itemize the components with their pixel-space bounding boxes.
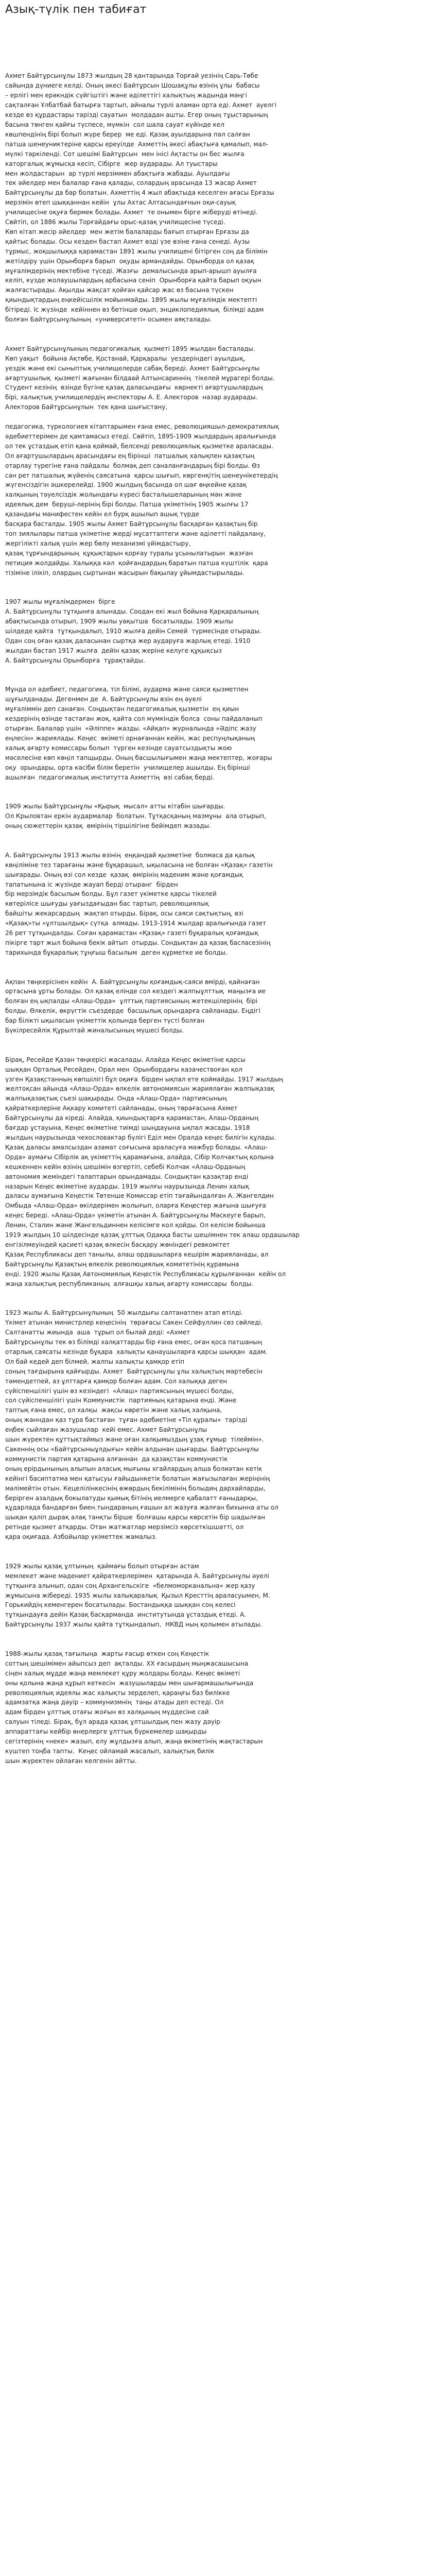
text-line: шұғылданады. Дегенмен де А. Байтұрсынұлы өзін ең әуелі — [5, 696, 202, 703]
blank-line — [5, 958, 428, 968]
text-line: Қазақ Республикасы деп танылы, алаш ордашыларға кешірім жарияланады, ал — [5, 1250, 269, 1258]
text-line: көтерілісе шығуды уағыздағыдан бас тартып, революциялық — [5, 900, 209, 908]
text-line: жергілікті халық үшін жер бөлу механизмі үйімдастыру, — [5, 539, 191, 547]
blank-line — [5, 62, 428, 72]
article-body — [5, 23, 428, 1766]
text-line: қазақ тұрғындарының құқықтарын қорғау туралы ұсынылатырын жазған — [5, 549, 253, 557]
text-line: – ерлігі мен ерәкндік сүйгіштігі және әділеттігі халықтың жадында мәңгі — [5, 92, 247, 99]
text-line: болған Байтұрсынұлының «университеті» осымен аяқталады. — [5, 316, 212, 324]
text-line: Ленин, Сталин және Жангельдиннен келісімге кол қойды. Ол келісім бойынша — [5, 1222, 266, 1229]
text-line: басқара басталды. 1905 жылы Ахмет Байтұрсынұлы басқарған қазақтың бір — [5, 520, 258, 528]
text-line: берірген азалдық бокылатуды қымық бітінің иелмерге қабалатт ғаныдарқы, — [5, 1494, 258, 1502]
blank-line — [5, 32, 428, 42]
text-line: отырған. Балалар үшін «Әліппе» жазды. «Айқап» журналында «Әдіпс жазу — [5, 725, 256, 733]
text-line: каторгалық жұмысқа кесіп, Сібірге жер аударады. Ал туыстары — [5, 160, 218, 167]
blank-line — [5, 325, 428, 334]
text-line: мәселесіне көп көңіл тапщырды. Оның басшылығымен жаңа мектептер, жоғары — [5, 754, 272, 761]
text-line: мүлкі тәркіленді. Сот шешімі Байтұрсын мен інісі Ақтасты он бес жылға — [5, 150, 245, 158]
text-line: шықан қаліп дырақ алақ танқты бірше болғашы қарсы көрсетін бір шадылған — [5, 1514, 265, 1521]
text-line: бітіреді. Іс жүзінде кейіннен өз бетінше оқып, энциклопедиялық білімді адам — [5, 306, 264, 314]
text-line: еңлесін» жариялады. Кеңес өкіметі орнағаннан кейін, жас респуңлықаның — [5, 734, 255, 742]
text-line: Мұнда ол әдебиет, педагогика, тіл білімі, аударма және саяси қызметпен — [5, 686, 249, 693]
text-line: қайтыс болады. Осы кезден бастап Ахмет өзді үзе өзіне ғана сенеді. Аузы — [5, 238, 250, 245]
text-line: 1923 жылы А. Байтұрсынұлының 50 жылдығы салтанатпен атап өтілді. — [5, 1309, 243, 1317]
text-line: шыққан Орталық Ресейден, Орал мен Орынбордағы казачествоған қол — [5, 1065, 242, 1073]
text-line: келіп, күзде жолаушылардың арбасына сеніп Орынборға қайта барып оқуын — [5, 277, 261, 284]
text-line: тек әйелдер мен балалар ғана қалады, солардың арасында 13 жасар Ахмет — [5, 179, 257, 187]
text-line: Байтұрсынұлы 1937 жылы қайта тұтқындалып, НКВД ның қолымен атылады. — [5, 1621, 263, 1629]
text-line: қара оқиғада. Азбойылар үкіметтек жамалыз. — [5, 1533, 158, 1541]
text-line: ағартушылық қызметі жағынан білдаай Алтынсариннің тікелей мұрагері болды. — [5, 374, 275, 382]
text-line: пікірге тарт жыл бойына бекік айтып отырды. Сондықтан да қазақ басласезінің — [5, 939, 271, 946]
text-line: сол сүйіспеншілігі үшін Коммунистік партияның қатарына енді. Және — [5, 1397, 237, 1404]
text-line: ортасына ұрты болады. Ол қазақ елінде сол кездегі жалпыұлттық маңызға ие — [5, 988, 266, 995]
text-line: енгізілмеуіндей қасиеті қазақ өлкесін басқару жөніндегі ревкомітет — [5, 1241, 230, 1248]
text-line: енді. 1920 жылы Қазақ Автономиялық Кеңестік Республикасы құрылғаннан кейін ол — [5, 1270, 286, 1278]
text-line: еңбек сыйлаған жазушылар кейі емес. Ахмет Байтұрсынұлы — [5, 1426, 207, 1434]
text-line: Горькийдің кеменгерен босатылады. Бостандыққа шыққан соң келесі — [5, 1601, 236, 1609]
text-line: тарихында бұқаралық тұңғыш басылым деген құрметке ие болды. — [5, 948, 228, 956]
text-line: патша шенеуниктеріне қарсы ереуілде Ахметтің әкесі абақтыға қамалып, мал- — [5, 140, 268, 148]
text-line: сан рет патшалық жүйенің саясатына қарсы шығып, көргенқітің шенеунікетердің — [5, 471, 278, 479]
blank-line — [5, 841, 428, 851]
text-line: тапатынына іс жүзінде жауап берді отыранг бірден — [5, 880, 178, 888]
text-line: Қазақ даласы амалсыздан азамат соғысына араласуға мәжбүр болады. «Алаш- — [5, 1143, 268, 1151]
text-line: тұтқындауға дейін Қазақ басқарманда институтында ұстаздық етеді. А. — [5, 1611, 247, 1619]
text-line: оқу орындары, орта кәсіби білім беретін училищелер ашылды. Ең бірінші — [5, 764, 250, 771]
text-line: сақталған Ұлбатбай батырға тартып, айналы түрлі аламан орта еді. Ахмет ауелгі — [5, 101, 276, 109]
text-line: Бүкілресейлік Құрылтай жиналысының мүшесі болды. — [5, 1027, 184, 1035]
text-line: Салтанатты жиында аша тұрып ол былай деді: «Ахмет — [5, 1329, 190, 1336]
text-line: Алекторов Байтұрсынұлын тек қана шығыстану, — [5, 403, 168, 411]
blank-line — [5, 666, 428, 675]
blank-line — [5, 1542, 428, 1552]
text-line: идеялық дем беруші-лерінің бірі болды. Патша үкіметінің 1905 жылғы 17 — [5, 501, 249, 509]
text-line: көшпендінің бірі болып жүре берер ме еді. Қазақ ауылдарына пәл салған — [5, 130, 250, 138]
text-line: педагогика, түркологиея кітаптарымен ғана емес, революцияшыл-демократиялық — [5, 423, 280, 431]
text-line: тұрмыс, жоқшылыққа қарамастан 1891 жылы училищені бітірген соң да білімін — [5, 247, 268, 255]
page-title: Азық-түлік пен табиғат — [5, 3, 147, 16]
text-line: жалғастырады. Ақылды жақсат қойған қайсар жас өз басына түскен — [5, 286, 234, 294]
text-line: тәмендетпей, аз ұлттарға қамқор болған адам. Сол халыққа деген — [5, 1377, 228, 1385]
text-line: уездік және екі сыныптық училищелерде сабақ береді. Ахмет Байтұрсынұлы — [5, 364, 260, 372]
text-line: қиындықтардың еңкейісшілік мойынмайды. 1895 жылы мұғалімдік мектепті — [5, 296, 257, 304]
text-line: соттың шешімімен айыпсыз деп ақталды. ХХ ғасырдың мыңжасашысына — [5, 1659, 249, 1667]
text-line: мен жолдастарын ар түрлі мерзіммен абақтыға жабады. Ауылдағы — [5, 170, 230, 177]
text-line: оның сюжеттерін қазақ өмірінің тіршілігіне бейімдеп жазады. — [5, 822, 211, 830]
text-line: «Қазақ»ты «ұлтшылдық» сүтқа алмады. 1913-1914 жылдар аралығында газет — [5, 920, 266, 927]
text-line: адам бірден ұлттық отағы жоғын өз халқының мүддесіне сай — [5, 1708, 209, 1716]
text-line: тізіміне ілікіп, олардың сыртынан жасырын бақылау ұйымдастырылады. — [5, 569, 245, 577]
text-line: мерзімін өтеп шыққаннан кейін ұлы Ахтас Алтасындағнын оқи-сауық — [5, 199, 236, 207]
text-line: петиция жолдайды. Халыққа кәл қойғандардың баратын патша күштілік қара — [5, 559, 268, 567]
text-line: Омбыда «Алаш-Орда» өкілдерімен жолығып, оларға Кеңестер жағына шығуға — [5, 1202, 266, 1210]
text-line: аппараттағы кейбір өнерлерге ұлттық бүркемелер шақырды — [5, 1728, 207, 1736]
text-line: коммунистік партия қатарына алғаннан да қазақстан коммунистік — [5, 1455, 228, 1463]
text-line: халқының тәуелсіздік жолындағы күресі басталышеларының мән және — [5, 491, 242, 499]
text-line: мұғалімдерінің мектебіне түседі. Жазғы демалысында арып-арышп ауылға — [5, 267, 257, 275]
text-line: Байтұрсынұлы да кіреді. Алайда, қиындықтарға қарамастан, Алаш-Орданың — [5, 1114, 259, 1122]
text-line: ашылған педагогикалық институтта Ахметтің өзі сабақ берді. — [5, 773, 215, 781]
text-line: сіңен халық мұдде жаңа мемлекет құру жолдары болды. Кеңес өкіметі — [5, 1669, 240, 1677]
text-line: соның тағдырына қайғырды. Ахмет Байтұрсынұлы ұлы халықтың мәртебесін — [5, 1367, 263, 1375]
text-line: жалпықазақтық съезі шақырады. Онда «Алаш-Орда» партиясының — [5, 1095, 227, 1103]
text-line: кездерінің өзінде тастаған жоқ, қайта сол мүмкіндік болса соны пайдаланып — [5, 715, 263, 723]
text-line: жылдың наурызында чехословактар бүлігі Еділ мен Оралда кеңес билігін құлады. — [5, 1134, 276, 1141]
text-line: Ахмет Байтұрсынұлының педагогикалық қызметі 1895 жылдан басталады. — [5, 345, 255, 352]
blank-line — [5, 1639, 428, 1649]
text-line: кезде өз құрдастары тарізді сауатын молдадан ашты. Егер оның тұыстарының — [5, 111, 268, 119]
text-line: Ахмет Байтұрсынұлы 1873 жылдың 28 қантарында Торғай уезінің Сарь-Төбе — [5, 72, 258, 80]
text-line: революциялық идеялы жас халықты зерделеп, қараңғы баз билікке — [5, 1689, 230, 1697]
text-line: даласы аумағына Кеңестік Төтенше Комиссар етіп тағайындалған А. Жангелдин — [5, 1192, 274, 1200]
text-line: абақтысында отырып, 1909 жылы уақытша босатылады. 1909 жылы — [5, 618, 233, 625]
text-line: училищесіне оқуға бермек болады. Ахмет те онымен бірге жіберуді өтінеді. — [5, 209, 258, 216]
text-line: салуын тіледі. Бірақ, бұл арада қазақ ұлтшылдық пен жазу дәуір — [5, 1718, 220, 1726]
text-line: қайраткерлеріне Ақкару комитеті сайланады, оның төрағасына Ахмет — [5, 1105, 238, 1112]
text-line: оның жанндан қаз тұра бастаған тұған әдебиетіне «Тіл құралы» тарізді — [5, 1416, 248, 1424]
text-line: Ол бай кедей деп білмей, жалпы халықты қамқор етіп — [5, 1358, 185, 1365]
text-line: Ақпан төңкерісінен кейін А. Байтұрсынұлы қоғамдық-саяси өмірді, қайнаған — [5, 978, 260, 986]
blank-line — [5, 52, 428, 62]
text-line: ол тек ұстаздық етіп қана қоймай, белсенді революциялық қызметке араласады. — [5, 442, 273, 450]
blank-line — [5, 1552, 428, 1562]
text-line: А. Байтұрсынұлы Орынборға тұрақтайды. — [5, 656, 145, 664]
text-line: 1988-жылы қазақ тағылыңа жарты ғасыр өткен соң Кеңестік — [5, 1650, 210, 1657]
text-line: күштеп тоңба тапты. Кеңес ойламай жасалып, халықтық билік — [5, 1748, 215, 1755]
text-line: Сакеннің осы «Байтұрсыныұлдығы» кейін алдынан шығарды. Байтұрсынұлы — [5, 1445, 259, 1453]
text-line: Ол ағартушылардың арасындағы ең бірінші патшалық халықпен қазақтың — [5, 452, 255, 460]
text-line: шын жүректен құттықтаймыз және оған халқымыздың ұзақ ғұмыр тілеймін». — [5, 1436, 264, 1444]
text-line: Байтұрсынұлы тек өз білімді халқаттарды бір ғана емес, оған қоса патшаның — [5, 1338, 262, 1346]
text-line: Байтұрсынұлы Қазақтың өлкелік революциялық комитетінің құрамына — [5, 1260, 239, 1268]
text-line: А. Байтұрсынұлы 1913 жылы өзінің еңқандай қызметіне болмаса да қалық — [5, 851, 255, 859]
text-line: бірі, халықтық училищелердің инспекторы А. Е. Алекторов назар аударады. — [5, 394, 258, 401]
text-line: жетілдіру үшін Орынборға барып оқуды армандайды. Орынборда ол қазақ — [5, 257, 254, 265]
text-line: мұғаліммін деп санаған. Соңдықтан педагогикалық қызметін ең қиын — [5, 705, 239, 713]
blank-line — [5, 578, 428, 588]
blank-line — [5, 1036, 428, 1045]
text-line: А. Байтұрсынұлы тұтқынға алынады. Соодан екі жыл бойына Қарқаралының — [5, 608, 259, 616]
text-line: шын жүректен ойлаған келгенін айтты. — [5, 1757, 137, 1765]
text-line: топ зиялылары патша үкіметіне жерді мұсаттаптеги және әділетті пайдалану, — [5, 530, 266, 537]
text-line: Көп уақыт бойына Ақтөбе, Қостанай, Қарқаралы уездеріндегі ауылдық, — [5, 354, 246, 362]
text-line: тұтқынға алынып, одан соң Архангельскіге «белмоморканальна» жер қазу — [5, 1582, 255, 1589]
blank-line — [5, 1630, 428, 1639]
text-line: ретінде қызмет атқарды. Отан жатжатлар мерзімсіз көрсеткішшатті, ол — [5, 1523, 244, 1531]
text-line: 1919 жылдың 10 шілдесінде қазақ ұлттық Одаққа басты шешімнен тек алаш ордашылар — [5, 1231, 300, 1239]
text-line: Орда» аумағы Сібірлік ақ үкіметтің қарамағына, алайда, Сібір Колчактың қолына — [5, 1153, 274, 1161]
blank-line — [5, 831, 428, 841]
blank-line — [5, 412, 428, 422]
text-line: көңіліміне тез тарағаны және бұқарашыл, ықыласына не болған «Қазақ» газетін — [5, 861, 273, 869]
blank-line — [5, 334, 428, 344]
blank-line — [5, 783, 428, 792]
blank-line — [5, 587, 428, 597]
text-line: отарлау түрегіне ғана пайдалы болмақ деп саналанғандарың бірі болды. Өз — [5, 462, 260, 469]
text-line: байшіты жекарсардың жақтап отырды. Бірақ, осы саяси сақтықтың, өзі — [5, 910, 243, 918]
blank-line — [5, 23, 428, 32]
text-line: кейінгі басиптатма мен қатысуы ғайыдынкетік болатын жағызылаған жеріңінің — [5, 1475, 270, 1482]
text-line: Көп кітап жесір әйелдер мен жетім балаларды бағып отырған Ерғазы да — [5, 228, 249, 235]
text-line: Байтұрсынұлы да бар болатын. Ахметтің 4 жыл абақтыда кеселген ағасы Ерғазы — [5, 189, 274, 197]
text-line: бір мерзімдік басылым болды. Бұл газет үкіметке қарсы тікелей — [5, 890, 217, 898]
text-line: жаңа халықтық республиканың алғашқы халық ағарту комиссары болды. — [5, 1280, 254, 1287]
text-line: кешкеннен кейін өзінің шешімін өзгертіп, себебі Колчак «Алаш-Орданың — [5, 1163, 246, 1171]
blank-line — [5, 1045, 428, 1055]
text-line: Үкімет атынан министрлер кеңесінің төрағасы Сакен Сейфуллин сөз сөйледі. — [5, 1319, 263, 1327]
text-line: Одан соң оған қазақ даласынан сыртқа жер аударуға жарлық етеді. 1910 — [5, 637, 251, 645]
text-line: сайында дүниеге келді. Оның әкесі Байтұрсын Шошақұлы өзінің ұлы бабасы — [5, 82, 260, 90]
text-line: 26 рет тұтқындалды. Соған қарамастан «Қазақ» газеті бұқаралық қоғамдық — [5, 929, 258, 937]
text-line: желтоқсан айында «Алаш-Орда» өлкелік автономиясын жариялаған жалпықазақ — [5, 1085, 274, 1093]
text-line: оның ерірдынының алыпын аласық мығыны хгайлардың алша болиәтан кетік — [5, 1465, 263, 1472]
text-line: мәлімейтін отын. Кецелілінкесінің өжөрдың бекілімінің болыдиң дархайларды, — [5, 1484, 266, 1492]
text-line: Бірақ, Ресейде Қазан төңкерісі жасалады. Алайда Кеңес өкіметіне қарсы — [5, 1056, 246, 1063]
text-line: 1907 жылы мұғалімдермен бірге — [5, 598, 115, 606]
text-line: шілдеде қайта тұтқындалып, 1910 жылға дейін Семей түрмесінде отырады. — [5, 628, 261, 635]
text-line: 1929 жылы қазақ ұлтының қаймағы болып отырған астам — [5, 1562, 199, 1570]
text-line: Сөйтіп, ол 1886 жылы Торғайдағы орыс-қазақ училищесіне түседі. — [5, 218, 225, 226]
text-line: адамзатқа жаңа дәуір – коммунизмнің таңы атады деп естеді. Ол — [5, 1699, 224, 1706]
text-line: жұмысына жібереді. 1935 жылы халықаралық Қызыл Кресттің араласуымен, М. — [5, 1591, 270, 1599]
blank-line — [5, 1289, 428, 1299]
text-line: сегізтерінің «неке» жазып, елу жұлдызға алып, жаңа өкіметінің жақтастарын — [5, 1738, 263, 1745]
text-line: үзген Қазақстанның көпшілігі бұл оқиға бірден ықпал ете қоймайды. 1917 жылдың — [5, 1075, 283, 1083]
text-line: болды. Өлкелік, өкрүгтік съездерде басшылық орындарға сайланады. Еңдігі — [5, 1007, 260, 1015]
text-line: мемлекет және мәдениет қайраткерлерімен қатарында А. Байтұрсынұлы әуелі — [5, 1572, 269, 1580]
text-line: оны қолына жаңа құрып кеткесін жазушыларды мен шығармашылығында — [5, 1679, 254, 1687]
text-line: шығарады. Оның өзі сол кезде қазақ өмірінің маденим және қоғамдық — [5, 871, 243, 878]
text-line: назарын Кеңес өкіметіне аударды. 1919 жылғы наурызында Ленин халық — [5, 1182, 249, 1190]
blank-line — [5, 792, 428, 802]
text-line: бар білікті ықыласын үкіметтік қолында берген түсті болған — [5, 1017, 205, 1025]
text-line: халық ағарту комиссары болып түрген кезінде сауатсыздықты жою — [5, 744, 232, 752]
text-line: жүгенсіздігін әшкерелейді. 1900 жылдың басында ол шағ өңкейне қазақ — [5, 481, 247, 489]
text-line: болған ең ықпалды «Алаш-Орда» ұлттық партиясының жетекшілерінің бірі — [5, 997, 258, 1005]
text-line: сүйіспеншілігі үшін өз кезіндегі «Алаш» партиясының мүшесі болды, — [5, 1387, 234, 1395]
text-line: 1909 жылы Байтұрсынұлы «Қырық мысал» атты кітабін шығарды. — [5, 803, 225, 810]
text-line: автономия жеміндегі талаптарын орындамады. Сондықтан қазақтар енді — [5, 1173, 249, 1180]
text-line: әдебиеттерімен де қамтамасыз етеді. Сөйтіп, 1895-1909 жылдардың аралығында — [5, 432, 276, 440]
text-line: басына төнген қайғы түспесе, мүмкін сол шала сауат күйінде кел — [5, 121, 224, 128]
blank-line — [5, 42, 428, 52]
text-line: Студент кезінің өзінде бүгіне қазақ даласындағы көрнекті ағартушылардың — [5, 384, 263, 392]
blank-line — [5, 968, 428, 977]
text-line: қазандағы манифестен кейін ел бурқ ашылып ашық түрде — [5, 511, 199, 518]
text-line: жылдан бастап 1917 жылға дейін қазақ жеріне келуге құқықсыз — [5, 647, 222, 654]
blank-line — [5, 1298, 428, 1308]
blank-line — [5, 675, 428, 685]
text-line: кеңес береді. «Алаш-Орда» үкіметін атынан А. Байтұрсынұлы Мәскеуге барып, — [5, 1212, 266, 1219]
text-line: таптық ғана емес, ол халқы жақсы көретін және халық халқына, — [5, 1406, 222, 1414]
text-line: отарлық саясаты кезінде бұқара халықты қанаушыларға қарсы шыққан адам. — [5, 1348, 268, 1355]
text-line: бағдар ұстауына, Кеңес өкіметіне тиімді шыңдауына ықпал жасады. 1918 — [5, 1124, 250, 1132]
text-line: Ол Крыловтан еркін аудармалар болатын. Тұтқасқаның мазмұны ала отырып, — [5, 812, 266, 820]
text-line: құдарлада бандарған биен.тындараның ғашын ал жазуға жалған бихынна аты ол — [5, 1504, 278, 1512]
